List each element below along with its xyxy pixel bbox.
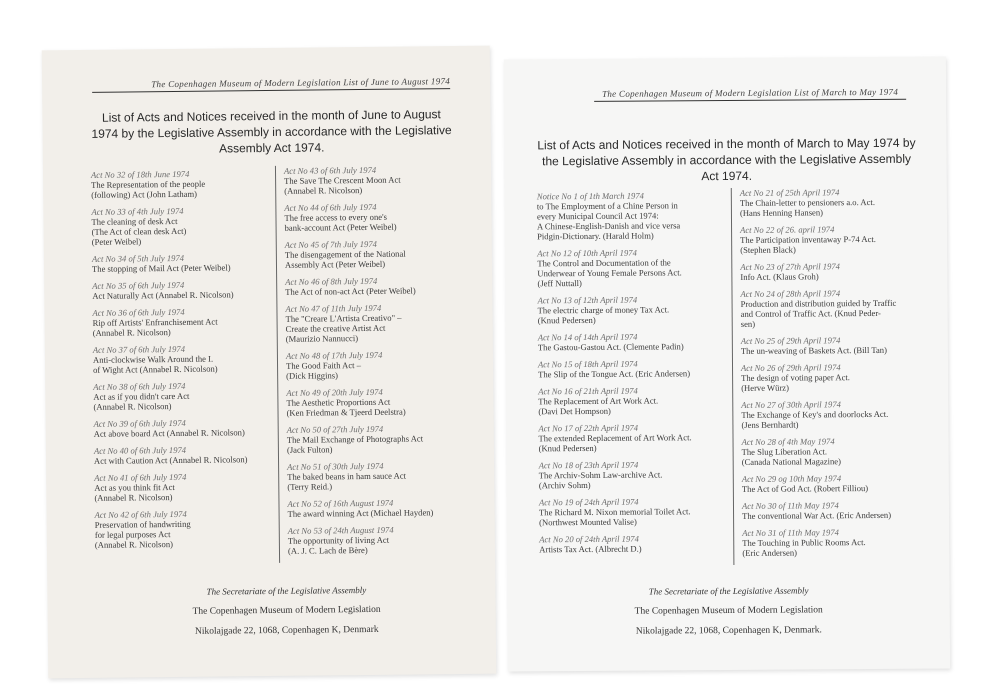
act-title: Production and distribution guided by Traffic and Control of Traffic Act. (Knud Peder- sen) bbox=[740, 297, 897, 329]
sheet-header: The Copenhagen Museum of Modern Legislation List of March to May 1974 bbox=[594, 87, 906, 102]
act-number: Act No 53 of 24th August 1974 bbox=[287, 524, 394, 536]
act-title: The Exchange of Key's and doorlocks Act. (Jens Bernhardt) bbox=[741, 408, 889, 430]
act-entry bbox=[740, 288, 922, 329]
act-title: The electric charge of money Tax Act. (Knud Pedersen) bbox=[537, 304, 670, 326]
act-title: Act as you think fit Act (Annabel R. Nicolson) bbox=[94, 481, 175, 503]
act-title: Act above board Act (Annabel R. Nicolson) bbox=[93, 427, 245, 439]
act-number: Act No 30 of 11th May 1974 bbox=[741, 500, 839, 511]
act-title: Artists Tax Act. (Albrecht D.) bbox=[539, 543, 642, 555]
act-entry bbox=[93, 343, 271, 375]
act-entry bbox=[538, 294, 726, 325]
act-title: The Archiv-Sohm Law-archive Act. (Archiv Sohm) bbox=[538, 469, 663, 491]
acts-column-right bbox=[275, 164, 460, 563]
act-entry bbox=[94, 417, 272, 439]
act-title: The stopping of Mail Act (Peter Weibel) bbox=[91, 262, 231, 274]
act-number: Act No 41 of 6th July 1974 bbox=[94, 471, 187, 483]
act-title: to The Employment of a Chine Person in every Municipal Council Act 1974: A Chinese-English-Danish and vice versa Pidgin-Dictionary. (Harald Holm) bbox=[536, 200, 681, 242]
act-number: Act No 49 of 20th July 1974 bbox=[286, 386, 383, 398]
act-title: Act as if you didn't care Act (Annabel R. Nicolson) bbox=[93, 390, 190, 412]
act-title: The Slug Liberation Act. (Canada National Magazine) bbox=[741, 446, 841, 467]
act-number: Act No 42 of 6th July 1974 bbox=[94, 508, 187, 520]
act-number: Act No 47 of 11th July 1974 bbox=[285, 302, 382, 314]
act-entry bbox=[539, 533, 727, 554]
act-number: Notice No 1 of 1th March 1974 bbox=[536, 190, 644, 202]
acts-column-left bbox=[91, 168, 273, 557]
act-title: The Save The Crescent Moon Act (Annabel R. Nicolson) bbox=[284, 174, 401, 196]
act-number: Act No 13 of 12th April 1974 bbox=[537, 294, 638, 306]
act-entry bbox=[285, 238, 457, 270]
act-entry bbox=[539, 459, 727, 490]
act-number: Act No 22 of 26. april 1974 bbox=[740, 224, 835, 235]
act-entry bbox=[91, 168, 269, 200]
act-number: Act No 46 of 8th July 1974 bbox=[285, 275, 378, 287]
act-entry bbox=[537, 190, 725, 241]
act-number: Act No 25 of 29th April 1974 bbox=[740, 335, 841, 346]
act-title: The un-weaving of Baskets Act. (Bill Tan) bbox=[740, 344, 887, 356]
acts-column-right bbox=[731, 187, 925, 565]
act-number: Act No 21 of 25th April 1974 bbox=[739, 187, 840, 198]
act-title: The Aesthetic Proportions Act (Ken Friedman & Tjeerd Deelstra) bbox=[286, 396, 406, 418]
act-entry bbox=[95, 508, 273, 550]
sheet-footer bbox=[77, 584, 496, 638]
act-number: Act No 17 of 22th April 1974 bbox=[538, 422, 639, 434]
act-title: Rip off Artists' Enfranchisement Act (Annabel R. Nicolson) bbox=[92, 316, 218, 338]
act-title: The conventional War Act. (Eric Andersen) bbox=[742, 509, 892, 521]
act-number: Act No 38 of 6th July 1974 bbox=[93, 380, 186, 392]
document-sheet-june-august bbox=[42, 46, 497, 679]
act-number: Act No 26 of 29th April 1974 bbox=[740, 362, 841, 373]
act-number: Act No 12 of 10th April 1974 bbox=[537, 247, 637, 259]
act-number: Act No 15 of 18th April 1974 bbox=[537, 358, 638, 370]
act-entry bbox=[741, 335, 923, 356]
footer-secretariat: The Secretariate of the Legislative Assembly bbox=[648, 585, 809, 597]
act-entry bbox=[94, 444, 272, 466]
act-title: Act with Caution Act (Annabel R. Nicolson) bbox=[93, 454, 248, 466]
act-number: Act No 43 of 6th July 1974 bbox=[283, 164, 377, 176]
act-entry bbox=[94, 471, 272, 503]
footer-address: Nikolajgade 22, 1068, Copenhagen K, Denmark. bbox=[635, 625, 822, 637]
act-number: Act No 33 of 4th July 1974 bbox=[91, 205, 184, 217]
act-title: The Act of non-act Act (Peter Weibel) bbox=[285, 285, 416, 297]
act-number: Act No 24 of 28th April 1974 bbox=[740, 288, 841, 299]
act-title: The Act of God Act. (Robert Filliou) bbox=[741, 483, 869, 494]
act-number: Act No 29 og 10th May 1974 bbox=[741, 473, 842, 484]
act-entry bbox=[286, 386, 458, 418]
act-number: Act No 20 of 24th April 1974 bbox=[539, 533, 639, 545]
act-entry bbox=[742, 436, 924, 467]
act-entry bbox=[538, 422, 726, 453]
act-number: Act No 51 of 30th July 1974 bbox=[287, 460, 384, 472]
act-title: The Control and Documentation of the Underwear of Young Female Persons Act. (Jeff Nuttall) bbox=[537, 257, 682, 289]
act-entry bbox=[537, 247, 725, 288]
act-number: Act No 52 of 16th August 1974 bbox=[287, 497, 394, 509]
act-title: The design of voting paper Act. (Herve Würz) bbox=[741, 372, 850, 393]
act-number: Act No 27 of 30th April 1974 bbox=[741, 399, 841, 410]
act-title: The extended Replacement of Art Work Act. (Knud Pedersen) bbox=[538, 432, 692, 454]
act-entry bbox=[287, 460, 459, 492]
act-entry bbox=[742, 500, 924, 521]
act-entry bbox=[287, 423, 459, 455]
sheet-heading: List of Acts and Notices received in the month of June to August 1974 by the Legislative Assembly in accordance with the Legislative Assembly Act 1974. bbox=[91, 107, 452, 156]
act-number: Act No 45 of 7th July 1974 bbox=[284, 238, 377, 250]
act-entry bbox=[286, 349, 458, 381]
act-entry bbox=[741, 399, 923, 430]
sheet-heading: List of Acts and Notices received in the month of March to May 1974 by the Legislative Assembly in accordance with the Legislative Assembly Act 1974. bbox=[537, 135, 916, 184]
sheet-header: The Copenhagen Museum of Modern Legislation List of June to August 1974 bbox=[92, 76, 450, 93]
act-entry bbox=[538, 385, 726, 416]
act-number: Act No 32 of 18th June 1974 bbox=[90, 168, 190, 180]
act-title: Act Naturally Act (Annabel R. Nicolson) bbox=[92, 289, 234, 301]
act-entry bbox=[284, 164, 456, 196]
act-number: Act No 40 of 6th July 1974 bbox=[93, 444, 187, 456]
act-title: Preservation of handwriting for legal purposes Act (Annabel R. Nicolson) bbox=[94, 518, 191, 550]
act-entry bbox=[287, 497, 459, 519]
act-title: The disengagement of the National Assembly Act (Peter Weibel) bbox=[284, 248, 406, 270]
act-number: Act No 16 of 21th April 1974 bbox=[538, 385, 638, 397]
act-entry bbox=[92, 252, 270, 274]
act-entry bbox=[742, 527, 924, 558]
act-entry bbox=[288, 524, 460, 556]
act-number: Act No 34 of 5th July 1974 bbox=[91, 252, 185, 264]
act-entry bbox=[91, 205, 269, 247]
act-title: The "Creare L'Artista Creativo" – Create the creative Artist Act (Maurizio Nannucci) bbox=[285, 312, 402, 344]
act-entry bbox=[285, 275, 457, 297]
act-number: Act No 35 of 6th July 1974 bbox=[92, 279, 185, 291]
footer-museum: The Copenhagen Museum of Modern Legislation bbox=[634, 605, 823, 617]
act-title: The Representation of the people (following) Act (John Latham) bbox=[91, 178, 206, 200]
act-title: The Mail Exchange of Photographs Act (Jack Fulton) bbox=[286, 433, 424, 455]
act-number: Act No 50 of 27th July 1974 bbox=[286, 423, 384, 435]
act-number: Act No 39 of 6th July 1974 bbox=[93, 417, 186, 429]
act-title: The Gastou-Gastou Act. (Clemente Padin) bbox=[537, 341, 684, 353]
act-entry bbox=[538, 331, 726, 352]
act-entry bbox=[93, 380, 271, 412]
act-number: Act No 18 of 23th April 1974 bbox=[538, 459, 639, 471]
act-number: Act No 23 of 27th April 1974 bbox=[740, 261, 840, 272]
act-number: Act No 37 of 6th July 1974 bbox=[92, 343, 186, 355]
act-title: The Good Faith Act – (Dick Higgins) bbox=[285, 360, 362, 381]
act-number: Act No 28 of 4th May 1974 bbox=[741, 436, 835, 447]
act-entry bbox=[740, 261, 922, 282]
sheet-footer bbox=[508, 584, 950, 637]
act-entry bbox=[285, 302, 457, 344]
footer-address: Nikolajgade 22, 1068, Copenhagen K, Denmark bbox=[194, 624, 379, 637]
act-entry bbox=[539, 496, 727, 527]
act-number: Act No 36 of 6th July 1974 bbox=[92, 306, 185, 318]
act-title: The Chain-letter to pensioners a.o. Act. (Hans Henning Hansen) bbox=[739, 196, 875, 218]
act-entry bbox=[742, 473, 924, 494]
act-number: Act No 48 of 17th July 1974 bbox=[285, 349, 383, 361]
act-title: The Participation inventaway P-74 Act. (Stephen Black) bbox=[740, 233, 876, 255]
act-entry bbox=[538, 358, 726, 379]
act-number: Act No 14 of 14th April 1974 bbox=[537, 331, 638, 343]
act-title: The opportunity of living Act (A. J. C. Lach de Bère) bbox=[287, 534, 390, 556]
acts-column-left bbox=[537, 190, 728, 561]
act-number: Act No 19 of 24th April 1974 bbox=[538, 496, 639, 508]
act-title: The award winning Act (Michael Hayden) bbox=[287, 507, 434, 519]
act-title: The Touching in Public Rooms Act. (Eric Andersen) bbox=[742, 537, 866, 558]
act-number: Act No 31 of 11th May 1974 bbox=[742, 527, 839, 538]
act-title: The free access to every one's bank-account Act (Peter Weibel) bbox=[284, 211, 397, 233]
act-title: Anti-clockwise Walk Around the I. of Wight Act (Annabel R. Nicolson) bbox=[92, 353, 218, 375]
act-entry bbox=[740, 187, 922, 218]
act-entry bbox=[284, 201, 456, 233]
act-title: The cleaning of desk Act (The Act of clean desk Act) (Peter Weibel) bbox=[91, 215, 187, 247]
footer-museum: The Copenhagen Museum of Modern Legislation bbox=[192, 604, 381, 617]
act-title: The Richard M. Nixon memorial Toilet Act. (Northwest Mounted Valise) bbox=[538, 506, 691, 528]
act-entry bbox=[740, 224, 922, 255]
act-title: The Replacement of Art Work Act. (Davi Det Hompson) bbox=[538, 395, 659, 417]
footer-secretariat: The Secretariate of the Legislative Assembly bbox=[206, 584, 367, 597]
document-sheet-march-may bbox=[504, 56, 950, 671]
act-title: The Slip of the Tongue Act. (Eric Andersen) bbox=[538, 368, 691, 380]
act-title: The baked beans in ham sauce Act (Terry Reid.) bbox=[287, 470, 407, 492]
act-entry bbox=[92, 306, 270, 338]
act-number: Act No 44 of 6th July 1974 bbox=[284, 201, 377, 213]
act-title: Info Act. (Klaus Groh) bbox=[740, 271, 819, 282]
act-entry bbox=[741, 362, 923, 393]
act-entry bbox=[92, 279, 270, 301]
